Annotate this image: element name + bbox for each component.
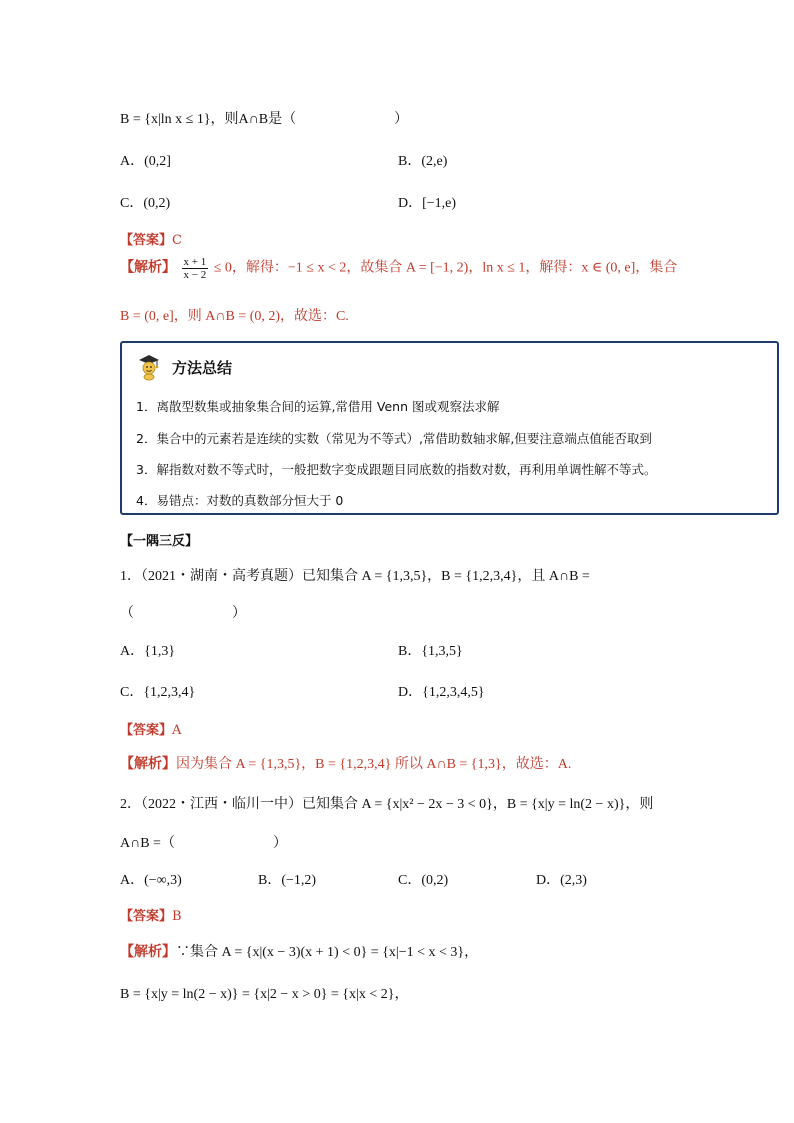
q1-stem: 1．（2021・湖南・高考真题）已知集合 A = {1,3,5}，B = {1,2,3,4}，且 A∩B = bbox=[120, 569, 590, 584]
q2-analysis-line2: B = {x|y = ln(2 − x)} = {x|2 − x > 0} = {x|x < 2}， bbox=[120, 987, 409, 1002]
q0-stem: B = {x|ln x ≤ 1}，则A∩B是（ ） bbox=[120, 112, 409, 127]
q2-stem-blank: A∩B =（ ） bbox=[120, 836, 287, 851]
answer-value: B bbox=[172, 909, 182, 924]
analysis-label: 【解析】 bbox=[120, 260, 176, 276]
analysis-label: 【解析】 bbox=[120, 757, 176, 772]
q1-answer bbox=[120, 719, 181, 738]
answer-label: 【答案】 bbox=[120, 723, 173, 738]
q2-option-b: B．(−1,2) bbox=[258, 873, 317, 888]
q0-option-d: D．[−1,e) bbox=[398, 196, 457, 211]
q1-option-a: A．{1,3} bbox=[120, 644, 176, 659]
analysis-text: ≤ 0，解得：−1 ≤ x < 2，故集合 A = [−1, 2)，ln x ≤ 1，解得：x ∈ (0, e]，集合 bbox=[213, 260, 678, 276]
analysis-text: 因为集合 A = {1,3,5}，B = {1,2,3,4} 所以 A∩B = {1,3}，故选：A. bbox=[176, 757, 572, 772]
summary-item-2: 2．集合中的元素若是连续的实数（常见为不等式）,常借助数轴求解,但要注意端点值能否取到 bbox=[136, 431, 652, 446]
q1-stem-blank: （ ） bbox=[120, 606, 246, 621]
q0-analysis-line1 bbox=[120, 256, 677, 281]
q2-option-a: A．(−∞,3) bbox=[120, 873, 182, 888]
q0-option-a: A．(0,2] bbox=[120, 154, 171, 169]
q2-stem: 2．（2022・江西・临川一中）已知集合 A = {x|x² − 2x − 3 < 0}，B = {x|y = ln(2 − x)}，则 bbox=[120, 797, 654, 812]
q2-analysis-line1 bbox=[120, 941, 478, 961]
q2-option-c: C．(0,2) bbox=[398, 873, 449, 888]
answer-label: 【答案】 bbox=[120, 909, 173, 924]
q2-option-d: D．(2,3) bbox=[536, 873, 587, 888]
q0-analysis-line2: B = (0, e]，则 A∩B = (0, 2)，故选：C. bbox=[120, 309, 349, 324]
answer-value: A bbox=[172, 723, 182, 738]
summary-item-4: 4．易错点：对数的真数部分恒大于 0 bbox=[136, 493, 344, 508]
q0-answer bbox=[120, 229, 182, 248]
summary-item-1: 1．离散型数集或抽象集合间的运算,常借用 Venn 图或观察法求解 bbox=[136, 399, 500, 414]
q1-option-b: B．{1,3,5} bbox=[398, 644, 463, 659]
q2-answer bbox=[120, 905, 182, 924]
scholar-icon bbox=[136, 353, 162, 381]
fraction bbox=[182, 256, 209, 281]
answer-label: 【答案】 bbox=[120, 233, 173, 248]
q1-option-d: D．{1,2,3,4,5} bbox=[398, 685, 485, 700]
summary-item-3: 3．解指数对数不等式时，一般把数字变成跟题目同底数的指数对数，再利用单调性解不等式。 bbox=[136, 462, 657, 477]
q0-option-c: C．(0,2) bbox=[120, 196, 171, 211]
fraction-denominator: x − 2 bbox=[183, 269, 207, 281]
q0-option-b: B．(2,e) bbox=[398, 154, 448, 169]
analysis-label: 【解析】 bbox=[120, 945, 176, 960]
q1-option-c: C．{1,2,3,4} bbox=[120, 685, 196, 700]
q1-analysis bbox=[120, 753, 571, 773]
answer-value: C bbox=[172, 233, 182, 248]
method-summary-box bbox=[120, 341, 779, 515]
section-title: 【一隅三反】 bbox=[120, 534, 199, 549]
analysis-text: ∵集合 A = {x|(x − 3)(x + 1) < 0} = {x|−1 < x < 3}， bbox=[176, 945, 479, 960]
summary-title: 方法总结 bbox=[172, 359, 233, 377]
fraction-numerator: x + 1 bbox=[183, 256, 207, 268]
